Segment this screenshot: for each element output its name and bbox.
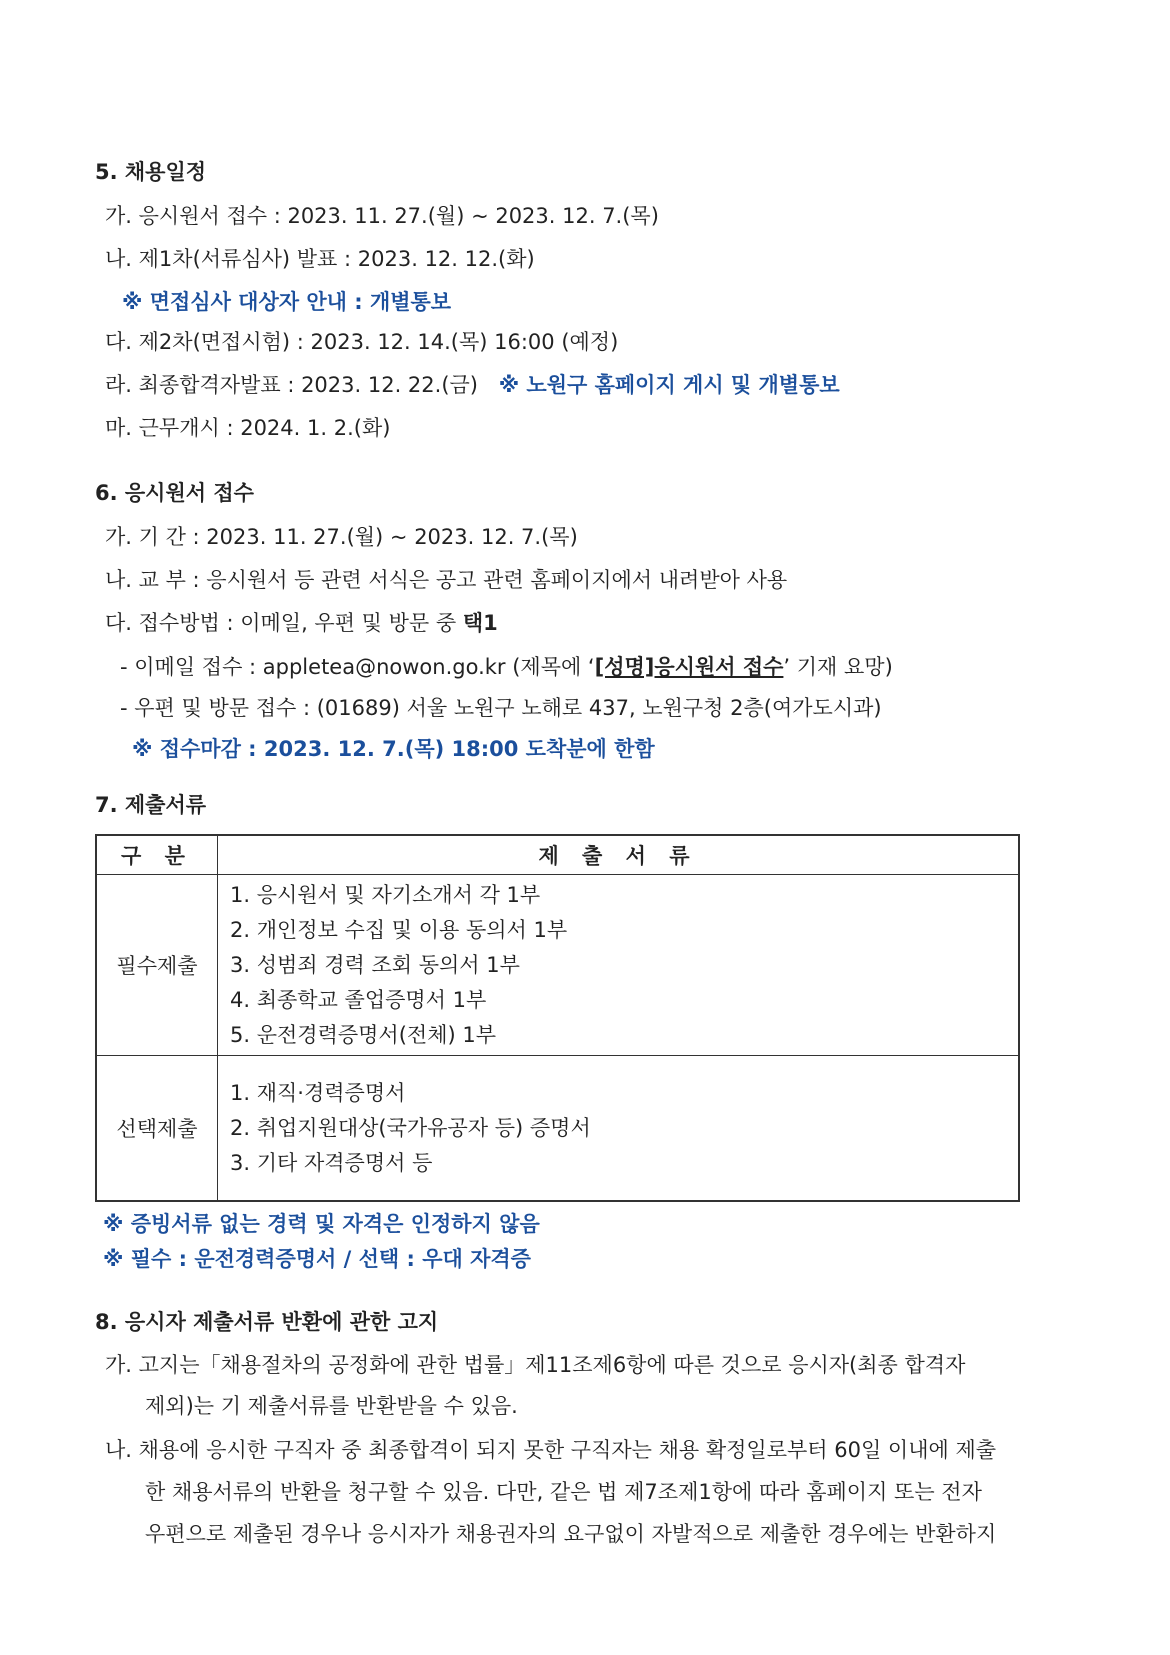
email-submission-post: ’ 기재 요망) <box>783 655 893 679</box>
table-row <box>96 1056 1019 1202</box>
final-announcement-note: ※ 노원구 홈페이지 게시 및 개별통보 <box>498 373 840 397</box>
section-6-title: 6. 응시원서 접수 <box>95 481 254 505</box>
interview-notice: ※ 면접심사 대상자 안내 : 개별통보 <box>122 290 452 314</box>
list-item: 1. 재직·경력증명서 <box>230 1080 406 1105</box>
table-header-documents: 제 출 서 류 <box>218 835 1020 875</box>
return-notice-a-line2: 제외)는 기 제출서류를 반환받을 수 있음. <box>145 1394 518 1418</box>
table-row <box>96 875 1019 1056</box>
mail-submission: - 우편 및 방문 접수 : (01689) 서울 노원구 노해로 437, 노원구청 2층(여가도시과) <box>120 696 882 720</box>
list-item: 5. 운전경력증명서(전체) 1부 <box>230 1022 496 1047</box>
schedule-application: 가. 응시원서 접수 : 2023. 11. 27.(월) ~ 2023. 12. 7.(목) <box>105 204 659 228</box>
application-method <box>105 608 498 638</box>
evidence-note: ※ 증빙서류 없는 경력 및 자격은 인정하지 않음 <box>103 1212 540 1236</box>
required-items <box>218 875 1020 1056</box>
return-notice-a-line1: 가. 고지는「채용절차의 공정화에 관한 법률」제11조제6항에 따른 것으로 응시자(최종 합격자 <box>105 1353 966 1377</box>
return-notice-b-line3: 우편으로 제출된 경우나 응시자가 채용권자의 요구없이 자발적으로 제출한 경우에는 반환하지 <box>145 1522 997 1546</box>
list-item: 3. 성범죄 경력 조회 동의서 1부 <box>230 952 520 977</box>
application-period: 가. 기 간 : 2023. 11. 27.(월) ~ 2023. 12. 7.(목) <box>105 525 578 549</box>
table-header-category: 구 분 <box>96 835 218 875</box>
application-method-choice: 택1 <box>462 611 498 635</box>
email-submission-pre: - 이메일 접수 : appletea@nowon.go.kr (제목에 ‘ <box>120 655 595 679</box>
schedule-final-announcement <box>105 370 840 400</box>
list-item: 1. 응시원서 및 자기소개서 각 1부 <box>230 882 541 907</box>
section-8-title: 8. 응시자 제출서류 반환에 관한 고지 <box>95 1310 439 1334</box>
documents-table <box>95 834 1020 1202</box>
schedule-first-result: 나. 제1차(서류심사) 발표 : 2023. 12. 12.(화) <box>105 247 535 271</box>
list-item: 3. 기타 자격증명서 등 <box>230 1150 433 1175</box>
return-notice-b-line1: 나. 채용에 응시한 구직자 중 최종합격이 되지 못한 구직자는 채용 확정일로부터 60일 이내에 제출 <box>105 1438 997 1462</box>
list-item: 2. 개인정보 수집 및 이용 동의서 1부 <box>230 917 568 942</box>
return-notice-b-line2: 한 채용서류의 반환을 청구할 수 있음. 다만, 같은 법 제7조제1항에 따라 홈페이지 또는 전자 <box>145 1480 982 1504</box>
application-forms: 나. 교 부 : 응시원서 등 관련 서식은 공고 관련 홈페이지에서 내려받아 사용 <box>105 568 788 592</box>
email-subject-format: [성명]응시원서 접수 <box>594 655 784 679</box>
application-method-text: 다. 접수방법 : 이메일, 우편 및 방문 중 <box>105 611 463 635</box>
deadline-notice: ※ 접수마감 : 2023. 12. 7.(목) 18:00 도착분에 한함 <box>132 737 655 761</box>
section-7-title: 7. 제출서류 <box>95 793 207 817</box>
required-optional-note: ※ 필수 : 운전경력증명서 / 선택 : 우대 자격증 <box>103 1247 531 1271</box>
schedule-interview: 다. 제2차(면접시험) : 2023. 12. 14.(목) 16:00 (예정) <box>105 330 619 354</box>
optional-items <box>218 1056 1020 1202</box>
section-5-title: 5. 채용일정 <box>95 160 207 184</box>
required-category: 필수제출 <box>96 875 218 1056</box>
final-announcement-text: 라. 최종합격자발표 : 2023. 12. 22.(금) <box>105 373 478 397</box>
list-item: 4. 최종학교 졸업증명서 1부 <box>230 987 487 1012</box>
schedule-work-start: 마. 근무개시 : 2024. 1. 2.(화) <box>105 416 391 440</box>
optional-category: 선택제출 <box>96 1056 218 1202</box>
email-submission <box>120 652 893 682</box>
list-item: 2. 취업지원대상(국가유공자 등) 증명서 <box>230 1115 591 1140</box>
